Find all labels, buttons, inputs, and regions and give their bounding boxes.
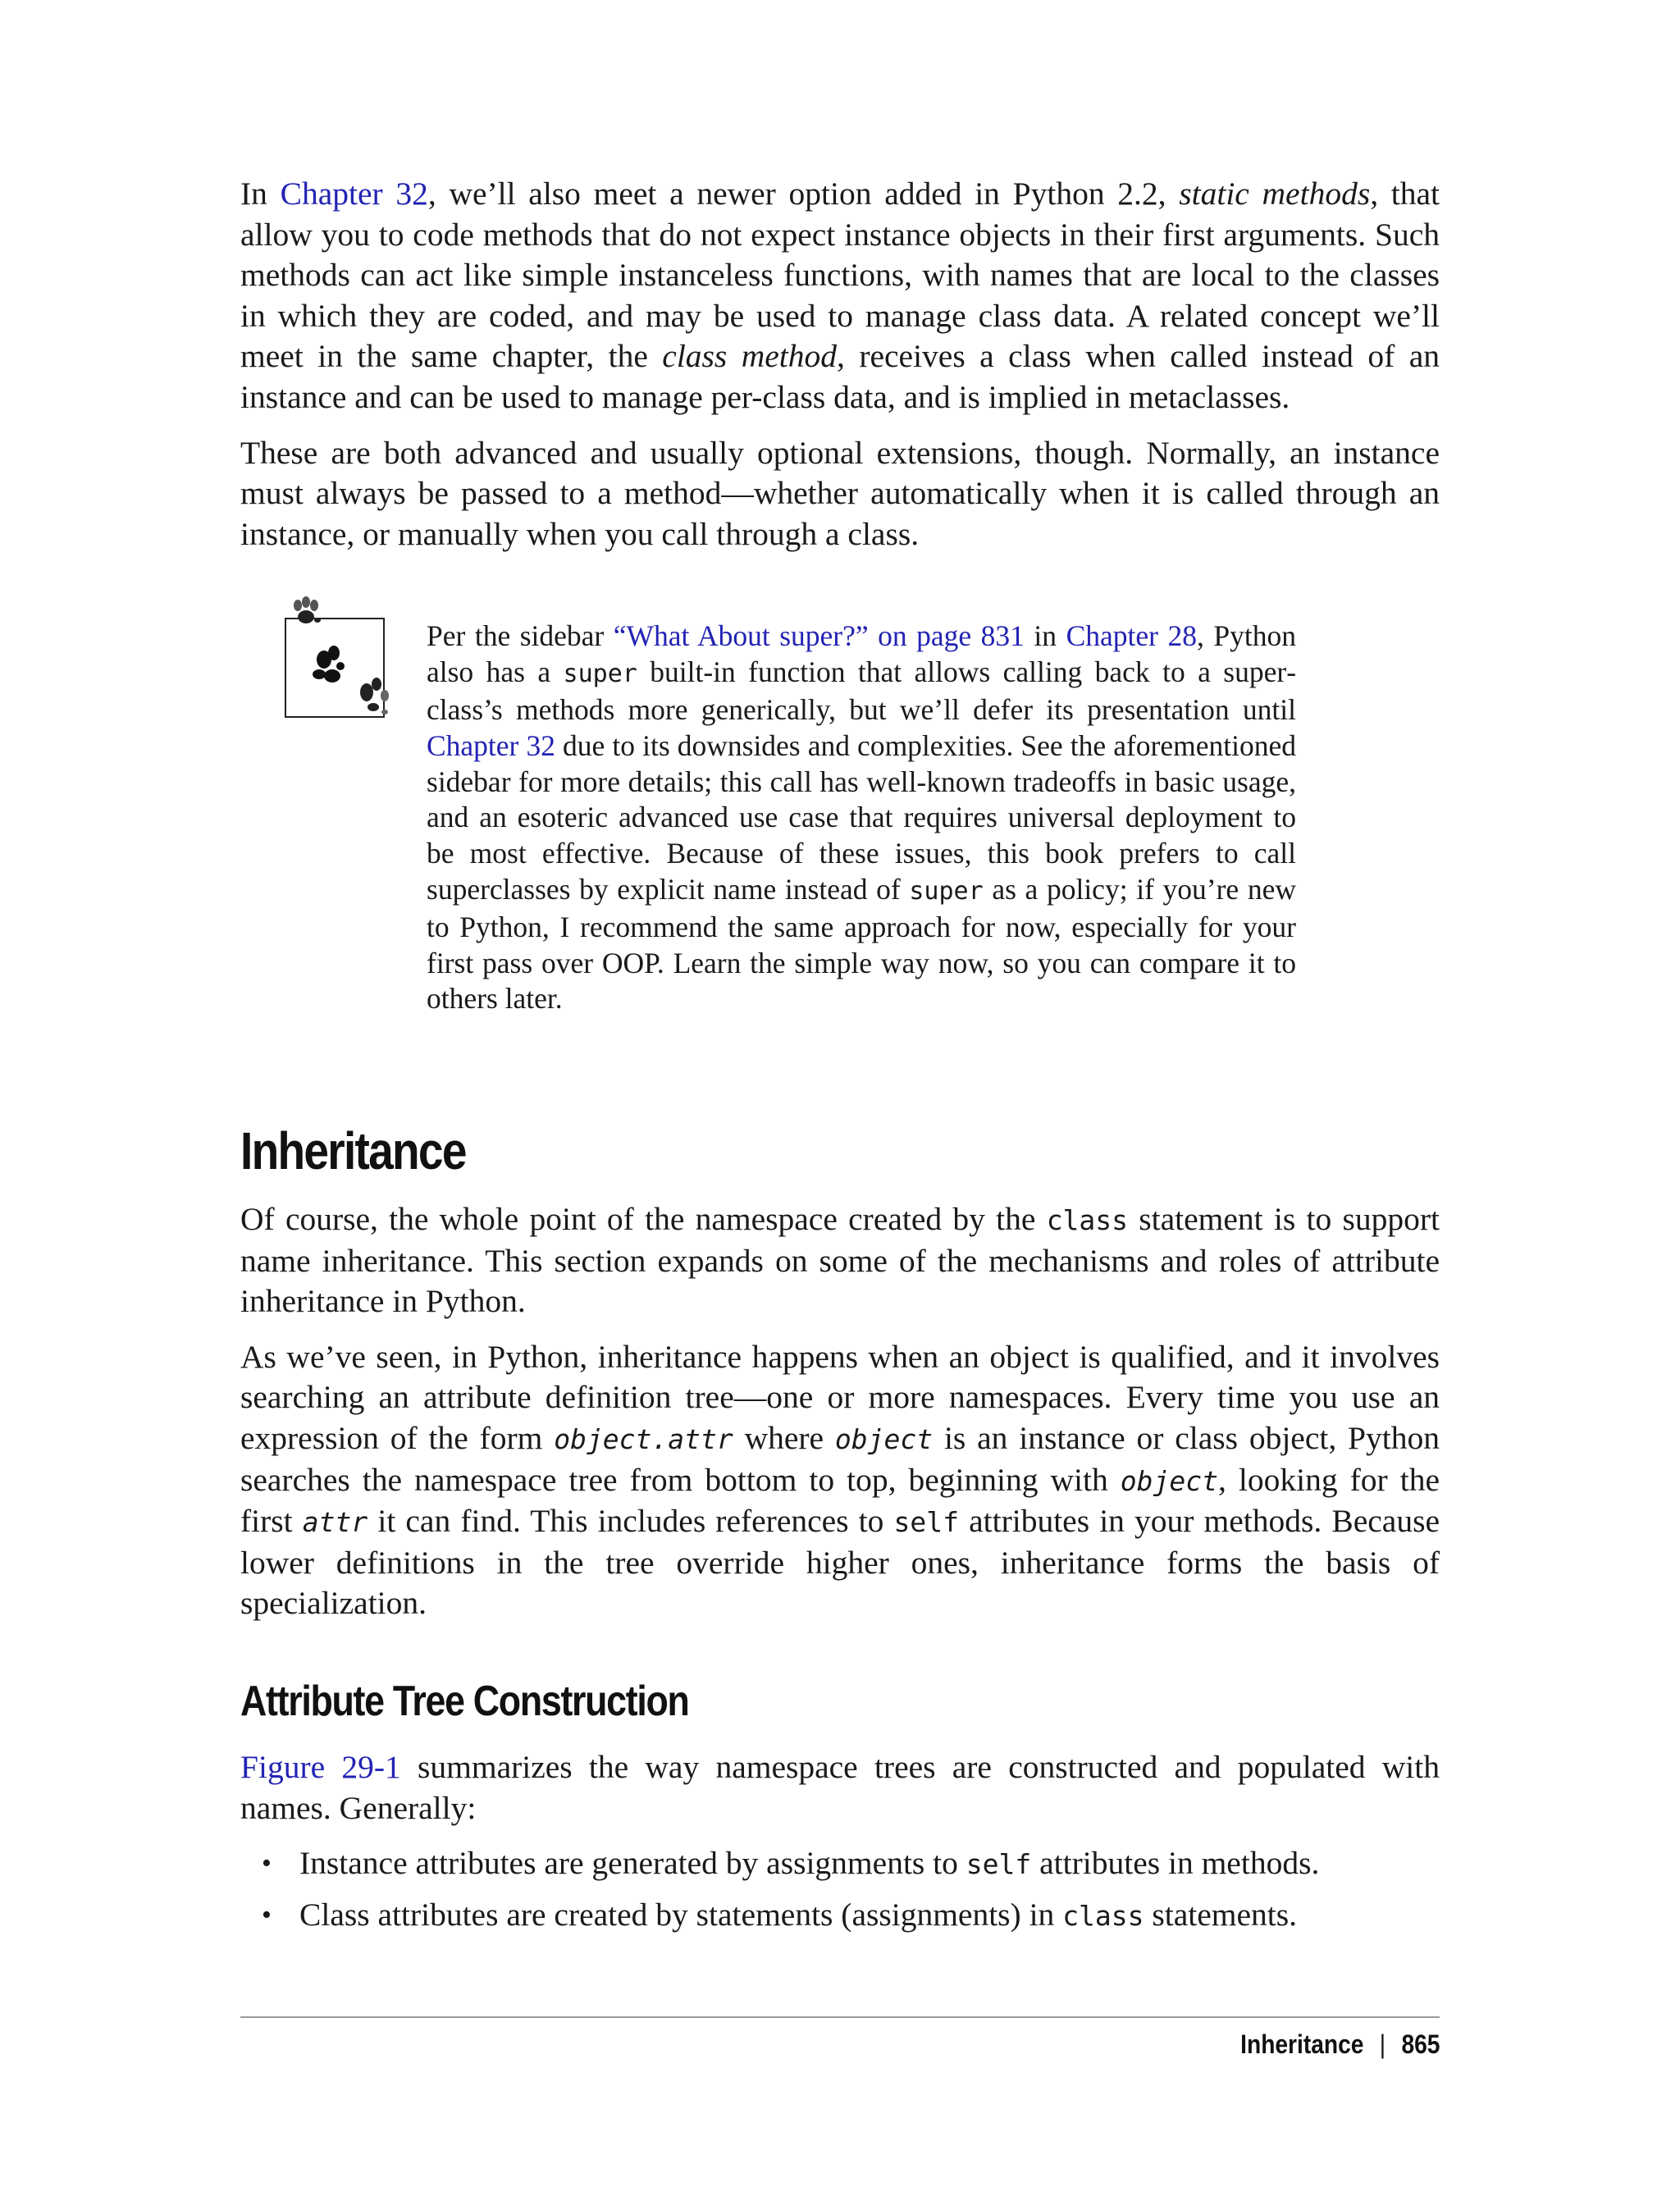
- page-number: 865: [1401, 2029, 1440, 2059]
- text: Class attributes are created by statements (assignments) in: [299, 1896, 1063, 1933]
- text: summarizes the way namespace trees are constructed and populated with names. Generally:: [240, 1749, 1440, 1826]
- text: , looking for the first: [240, 1461, 1440, 1540]
- section-heading-inheritance: Inheritance: [240, 1121, 466, 1180]
- paragraph-search-tree: [240, 1337, 1440, 1624]
- text: , Python also has a: [427, 619, 1296, 689]
- code-class: class: [1062, 1899, 1144, 1932]
- tip-icon: [281, 596, 413, 727]
- paragraph-namespace: [240, 1199, 1440, 1322]
- code-object: object: [834, 1422, 934, 1455]
- list-item: [240, 1843, 1440, 1885]
- text: In: [240, 176, 281, 212]
- chapter-28-link[interactable]: Chapter 28: [1066, 619, 1197, 653]
- text: attributes in your methods. Because lower definitions in the tree override higher ones, inheritance forms the basis of specialization.: [240, 1503, 1440, 1622]
- code-self: self: [893, 1506, 959, 1539]
- text: , receives a class when called instead of an instance and can be used to manage per-class data, and is implied in metaclasses.: [240, 338, 1440, 415]
- text: it can find. This includes references to: [368, 1503, 894, 1540]
- paragraph-advanced-extensions: These are both advanced and usually optional extensions, though. Normally, an instance must always be passed to a method—whether automatically when it is called through an instance, or manually when you call through a class.: [240, 434, 1440, 552]
- text: As we’ve seen, in Python, inheritance happens when an object is qualified, and it involves searching an attribute definition tree—one or more namespaces. Every time you use an expression of the form: [240, 1338, 1440, 1456]
- figure-29-1-link[interactable]: Figure 29-1: [240, 1749, 401, 1785]
- footer-separator: |: [1379, 2029, 1386, 2059]
- text: is an instance or class object, Python searches the namespace tree from bottom to top, beginning with: [240, 1419, 1440, 1498]
- text: Of course, the whole point of the namespace created by the: [240, 1201, 1047, 1237]
- footer-divider: [240, 2016, 1440, 2018]
- code-object: object: [1120, 1464, 1219, 1497]
- code-super: super: [563, 660, 637, 689]
- bullet-icon: •: [262, 1899, 272, 1930]
- code-self: self: [966, 1848, 1032, 1881]
- text: as a policy; if you’re new to Python, I recommend the same approach for now, especially for your first pass over OOP. Learn the simple way now, so you can compare it to others later.: [427, 872, 1296, 1016]
- list-item: [240, 1895, 1440, 1937]
- text: due to its downsides and complexities. See the aforementioned sidebar for more details; this call has well-known tradeoffs in basic usage, and an esoteric advanced use case that requires universal deployment to be most effective. Because of these issues, this book prefers to call superclasses by explicit name instead of: [427, 728, 1296, 906]
- what-about-super-link[interactable]: “What About super?” on page 831: [613, 619, 1025, 653]
- bullet-icon: •: [262, 1848, 272, 1879]
- code-super: super: [909, 876, 984, 906]
- code-object-attr: object.attr: [554, 1422, 733, 1455]
- subsection-heading-attribute-tree: Attribute Tree Construction: [240, 1678, 689, 1725]
- tip-note: [240, 596, 1440, 1022]
- attribute-tree-section: [240, 1747, 1440, 1946]
- static-methods-term: static methods: [1179, 176, 1371, 212]
- chapter-32-link[interactable]: Chapter 32: [280, 176, 428, 212]
- text: statements.: [1144, 1896, 1298, 1933]
- bullet-list: [240, 1843, 1440, 1936]
- text: where: [733, 1419, 835, 1456]
- text: Per the sidebar: [427, 619, 614, 653]
- page-body: [240, 174, 1440, 1022]
- footer-section-title: Inheritance: [1239, 2029, 1363, 2059]
- code-attr: attr: [302, 1506, 368, 1539]
- page-footer: [1240, 2029, 1440, 2060]
- text: attributes in methods.: [1031, 1845, 1320, 1882]
- text: Instance attributes are generated by assignments to: [299, 1845, 966, 1882]
- text: statement is to support name inheritance. This section expands on some of the mechanisms and roles of attribute inheritance in Python.: [240, 1201, 1440, 1320]
- tip-note-text: [427, 619, 1296, 1017]
- text: built-in function that allows calling back to a superclass’s methods more generically, but we’ll defer its presentation until: [427, 655, 1297, 726]
- text: , we’ll also meet a newer option added in Python 2.2,: [427, 176, 1180, 212]
- chapter-32-link[interactable]: Chapter 32: [427, 728, 555, 762]
- text: , that allow you to code methods that do not expect instance objects in their first arguments. Such methods can act like simple instanceless functions, with names that are local to the classes in which they are coded, and may be used to manage class data. A related concept we’ll meet in the same chapter, the: [240, 176, 1440, 375]
- paragraph-static-methods: [240, 174, 1440, 418]
- inheritance-section: [240, 1199, 1440, 1639]
- code-class: class: [1046, 1204, 1129, 1236]
- text: in: [1024, 619, 1066, 653]
- class-method-term: class method: [662, 338, 838, 375]
- paragraph-figure-ref: [240, 1747, 1440, 1828]
